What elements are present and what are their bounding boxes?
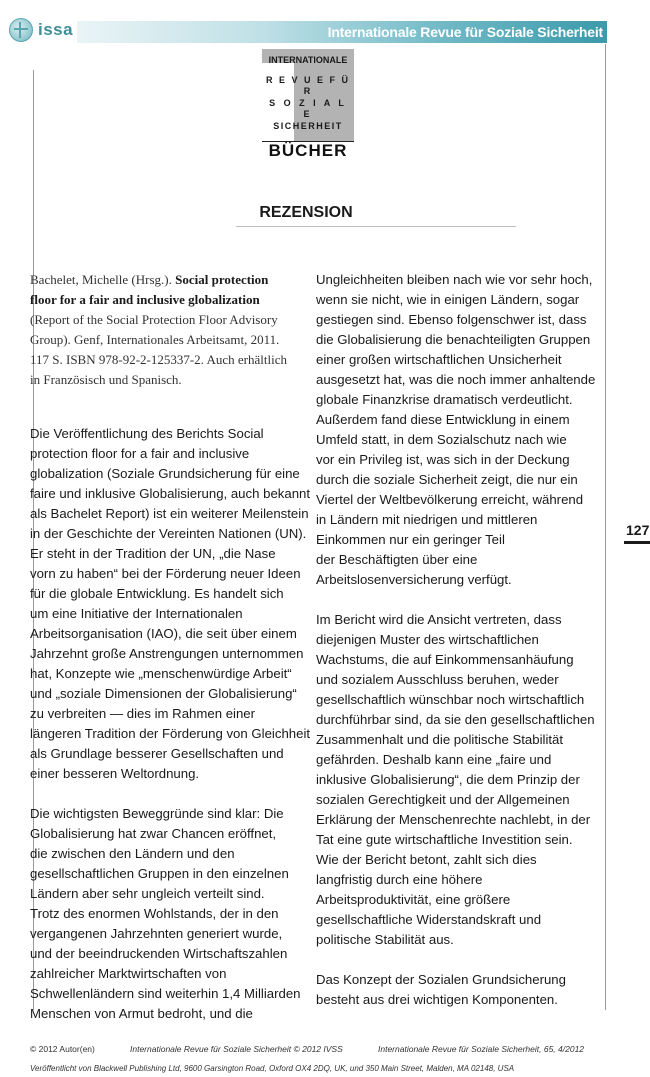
journal-title: Internationale Revue für Soziale Sicherheit <box>327 24 603 40</box>
right-column <box>316 270 596 1010</box>
text-line: globalization (Soziale Grundsicherung für eine <box>30 466 300 481</box>
text-line: Ungleichheiten bleiben nach wie vor sehr hoch, <box>316 272 593 287</box>
text-line: Die Veröffentlichung des Berichts Social <box>30 426 264 441</box>
text-line: Viertel der Weltbevölkerung erreicht, während <box>316 492 584 507</box>
text-line: besteht aus drei wichtigen Komponenten. <box>316 992 558 1007</box>
text-line: ausgesetzt hat, was die noch immer anhaltende <box>316 372 596 387</box>
text-line: die Globalisierung die benachteiligten Gruppen <box>316 332 591 347</box>
text-line: längeren Tradition der Förderung von Gleichheit <box>30 726 311 741</box>
text-line: Erklärung der Menschenrechte nachlebt, in der <box>316 812 591 827</box>
text-line: gesellschaftliche Widerstandskraft und <box>316 912 542 927</box>
text-line: Globalisierung hat zwar Chancen eröffnet, <box>30 826 277 841</box>
text-line: Arbeitslosenversicherung verfügt. <box>316 572 512 587</box>
text-line: wenn sie nicht, wie in einigen Ländern, sogar <box>316 292 580 307</box>
text-line: in der Geschichte der Vereinten Nationen (UN). <box>30 526 307 541</box>
masthead-line-4: SICHERHEIT <box>273 121 343 131</box>
left-column <box>30 270 310 1024</box>
text-line: faire und inklusive Globalisierung, auch bekannt <box>30 486 311 501</box>
text-line: gestiegen sind. Ebenso folgenschwer ist, dass <box>316 312 587 327</box>
section-title: REZENSION <box>259 204 353 221</box>
right-margin-rule <box>605 44 606 1010</box>
text-line: Wachstums, die auf Einkommensanhäufung <box>316 652 574 667</box>
books-masthead <box>262 49 354 161</box>
text-line: und sozialem Ausschluss beruhen, weder <box>316 672 559 687</box>
text-line: protection floor for a fair and inclusive <box>30 446 250 461</box>
text-line: Umfeld statt, in dem Sozialschutz nach wie <box>316 432 567 447</box>
masthead-line-2: R E V U E F Ü R <box>265 75 350 96</box>
masthead-line-1: INTERNATIONALE <box>268 55 348 65</box>
text-line: Er steht in der Tradition der UN, „die Nase <box>30 546 276 561</box>
text-line: Arbeitsorganisation (IAO), die seit über einem <box>30 626 297 641</box>
left-body <box>30 424 310 1024</box>
text-line: diejenigen Muster des wirtschaftlichen <box>316 632 539 647</box>
journal-band <box>77 21 607 43</box>
text-line: einer großen wirtschaftlichen Unsicherheit <box>316 352 562 367</box>
section-rule <box>236 226 516 227</box>
text-line: sozialen Gerechtigkeit und der Allgemeinen <box>316 792 570 807</box>
paragraph <box>316 270 596 590</box>
text-line: als Bachelet Report) ist ein weiterer Meilenstein <box>30 506 309 521</box>
logo-text: issa <box>38 20 74 39</box>
text-line: Ländern aber sehr ungleich verteilt sind. <box>30 886 265 901</box>
footer-citation: Internationale Revue für Soziale Sicherheit, 65, 4/2012 <box>378 1044 585 1054</box>
text-line: Das Konzept der Sozialen Grundsicherung <box>316 972 566 987</box>
paragraph <box>316 970 596 1010</box>
page-number-bar <box>624 541 650 544</box>
text-line: die zwischen den Ländern und den <box>30 846 235 861</box>
text-line: in Ländern mit niedrigen und mittleren <box>316 512 538 527</box>
text-line: globale Finanzkrise dramatisch verdeutlicht. <box>316 392 573 407</box>
masthead-books: BÜCHER <box>268 141 348 160</box>
text-line: langfristig durch eine höhere <box>316 872 483 887</box>
text-line: und der beeindruckenden Wirtschaftszahlen <box>30 946 288 961</box>
text-line: zu verbreiten — dies im Rahmen einer <box>30 706 256 721</box>
text-line: Im Bericht wird die Ansicht vertreten, dass <box>316 612 562 627</box>
text-line: Die wichtigsten Beweggründe sind klar: Die <box>30 806 284 821</box>
text-line: der Beschäftigten über eine <box>316 552 478 567</box>
text-line: als Grundlage besserer Gesellschaften und <box>30 746 284 761</box>
bibliography-line: (Report of the Social Protection Floor Advisory <box>30 312 278 327</box>
text-line: Zusammenhalt und die politische Stabilität <box>316 732 564 747</box>
bibliography-line: Group). Genf, Internationales Arbeitsamt, 2011. <box>30 332 280 347</box>
text-line: Einkommen nur ein geringer Teil <box>316 532 505 547</box>
text-line: gefährden. Deshalb kann eine „faire und <box>316 752 552 767</box>
text-line: Jahrzehnt große Anstrengungen unternommen <box>30 646 304 661</box>
text-line: vergangenen Jahrzehnten generiert wurde, <box>30 926 283 941</box>
text-line: Wie der Bericht betont, zahlt sich dies <box>316 852 537 867</box>
issa-logo <box>9 17 73 43</box>
text-line: Menschen von Armut bedroht, und die <box>30 1006 253 1021</box>
text-line: Außerdem fand diese Entwicklung in einem <box>316 412 570 427</box>
text-line: inklusive Globalisierung“, die dem Prinzip der <box>316 772 580 787</box>
footer-copyright: © 2012 Autor(en) <box>30 1044 95 1054</box>
text-line: zahlreicher Marktwirtschaften von <box>30 966 227 981</box>
text-line: vorn zu haben“ bei der Förderung neuer Ideen <box>30 566 301 581</box>
footer-journal-copyright: Internationale Revue für Soziale Sicherheit © 2012 IVSS <box>130 1044 343 1054</box>
text-line: und „soziale Dimensionen der Globalisierung“ <box>30 686 297 701</box>
text-line: Tat eine gute wirtschaftliche Investition sein. <box>316 832 573 847</box>
page-header <box>0 0 650 44</box>
paragraph <box>316 610 596 950</box>
text-line: gesellschaftlichen Gruppen in den einzelnen <box>30 866 289 881</box>
page-footer <box>30 1044 620 1056</box>
text-line: vor ein Privileg ist, was sich in der Deckung <box>316 452 570 467</box>
text-line: politische Stabilität aus. <box>316 932 454 947</box>
text-line: Schwellenländern sind weiterhin 1,4 Milliarden <box>30 986 301 1001</box>
text-line: Arbeitsproduktivität, eine größere <box>316 892 511 907</box>
bibliography-line: Bachelet, Michelle (Hrsg.). Social protection <box>30 272 269 287</box>
right-body <box>316 270 596 1010</box>
text-line: durch die soziale Sicherheit zeigt, die nur ein <box>316 472 578 487</box>
globe-icon <box>9 18 33 42</box>
bibliography-line: floor for a fair and inclusive globalization <box>30 292 260 307</box>
bibliography <box>30 270 310 390</box>
paragraph <box>30 424 310 784</box>
paragraph <box>30 804 310 1024</box>
masthead-line-3: S O Z I A L E <box>269 98 347 119</box>
text-line: hat, Konzepte wie „menschenwürdige Arbeit“ <box>30 666 292 681</box>
text-line: gesellschaftlich wünschbar noch wirtschaftlich <box>316 692 585 707</box>
text-line: durchführbar sind, da sie den gesellschaftlichen <box>316 712 595 727</box>
bibliography-line: in Französisch und Spanisch. <box>30 372 182 387</box>
text-line: Trotz des enormen Wohlstands, der in den <box>30 906 279 921</box>
footer-publisher: Veröffentlicht von Blackwell Publishing Ltd, 9600 Garsington Road, Oxford OX4 2DQ, UK, und 350 Main Street, Malden, MA 02148, USA <box>30 1064 515 1073</box>
text-line: um eine Initiative der Internationalen <box>30 606 243 621</box>
text-line: für die globale Entwicklung. Es handelt sich <box>30 586 284 601</box>
bibliography-line: 117 S. ISBN 978-92-2-125337-2. Auch erhältlich <box>30 352 287 367</box>
text-line: einer besseren Weltordnung. <box>30 766 200 781</box>
page-number: 127 <box>626 522 650 538</box>
